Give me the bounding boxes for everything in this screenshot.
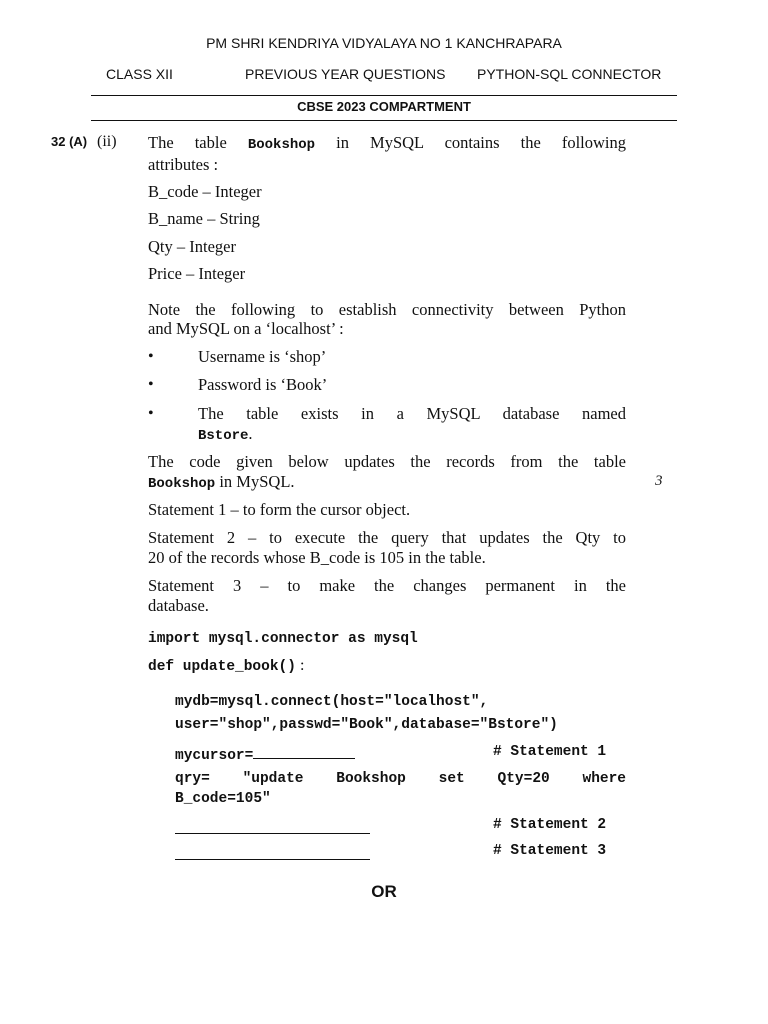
exam-title: CBSE 2023 COMPARTMENT — [297, 99, 471, 114]
attribute-item: Price – Integer — [148, 264, 246, 283]
answer-blank-statement-3 — [175, 845, 370, 860]
statement-2-desc-line-2: 20 of the records whose B_code is 105 in the table. — [148, 548, 486, 567]
question-part: (ii) — [97, 133, 117, 150]
statement-2-desc-line-1: Statement 2 – to execute the query that updates the Qty to — [148, 528, 626, 547]
note-line-2: and MySQL on a ‘localhost’ : — [148, 319, 344, 338]
or-separator: OR — [371, 882, 397, 901]
bullet-icon: • — [148, 376, 154, 393]
question-marks: 3 — [655, 473, 663, 489]
note-line-1: Note the following to establish connectivity between Python — [148, 300, 626, 319]
answer-blank-statement-2 — [175, 819, 370, 834]
code-intro-line-2: Bookshop in MySQL. — [148, 472, 295, 492]
subtitle: PREVIOUS YEAR QUESTIONS — [245, 66, 446, 82]
bullet-icon: • — [148, 348, 154, 365]
statement-3-desc-line-2: database. — [148, 596, 209, 615]
code-qry-line-2: B_code=105" — [175, 791, 271, 807]
statement-1-comment: # Statement 1 — [493, 744, 607, 760]
school-name: PM SHRI KENDRIYA VIDYALAYA NO 1 KANCHRAPARA — [206, 35, 562, 51]
bullet-icon: • — [148, 405, 154, 422]
table-name-code: Bookshop — [148, 476, 216, 492]
database-name-code: Bstore — [198, 428, 249, 444]
code-qry-line-1: qry= "update Bookshop set Qty=20 where — [175, 771, 626, 787]
statement-3-desc-line-1: Statement 3 – to make the changes permanent in the — [148, 576, 626, 595]
code-cursor-line: mycursor= — [175, 744, 355, 764]
bullet-username: Username is ‘shop’ — [198, 347, 327, 366]
table-name-code: Bookshop — [247, 137, 316, 153]
code-connect-line-2: user="shop",passwd="Book",database="Bstore") — [175, 717, 558, 733]
header-divider-bottom — [91, 120, 677, 121]
bullet-database-line-1: The table exists in a MySQL database named — [198, 404, 626, 423]
bullet-database-line-2: Bstore. — [198, 424, 253, 444]
code-intro-line-1: The code given below updates the records from the table — [148, 452, 626, 471]
code-connect-line-1: mydb=mysql.connect(host="localhost", — [175, 694, 489, 710]
intro-line-1: The table Bookshop in MySQL contains the following — [148, 133, 626, 153]
code-def-line: def update_book() : — [148, 657, 305, 675]
header-divider-top — [91, 95, 677, 96]
statement-1-desc: Statement 1 – to form the cursor object. — [148, 500, 411, 519]
class-label: CLASS XII — [106, 66, 173, 82]
bullet-password: Password is ‘Book’ — [198, 375, 328, 394]
statement-3-comment: # Statement 3 — [493, 843, 607, 859]
intro-line-2: attributes : — [148, 155, 219, 174]
code-import-line: import mysql.connector as mysql — [148, 631, 418, 647]
attribute-item: Qty – Integer — [148, 237, 236, 256]
attribute-item: B_name – String — [148, 209, 260, 228]
attribute-item: B_code – Integer — [148, 182, 262, 201]
question-number: 32 (A) — [51, 134, 88, 149]
topic-label: PYTHON-SQL CONNECTOR — [477, 66, 662, 82]
statement-2-comment: # Statement 2 — [493, 817, 607, 833]
answer-blank — [253, 744, 355, 759]
